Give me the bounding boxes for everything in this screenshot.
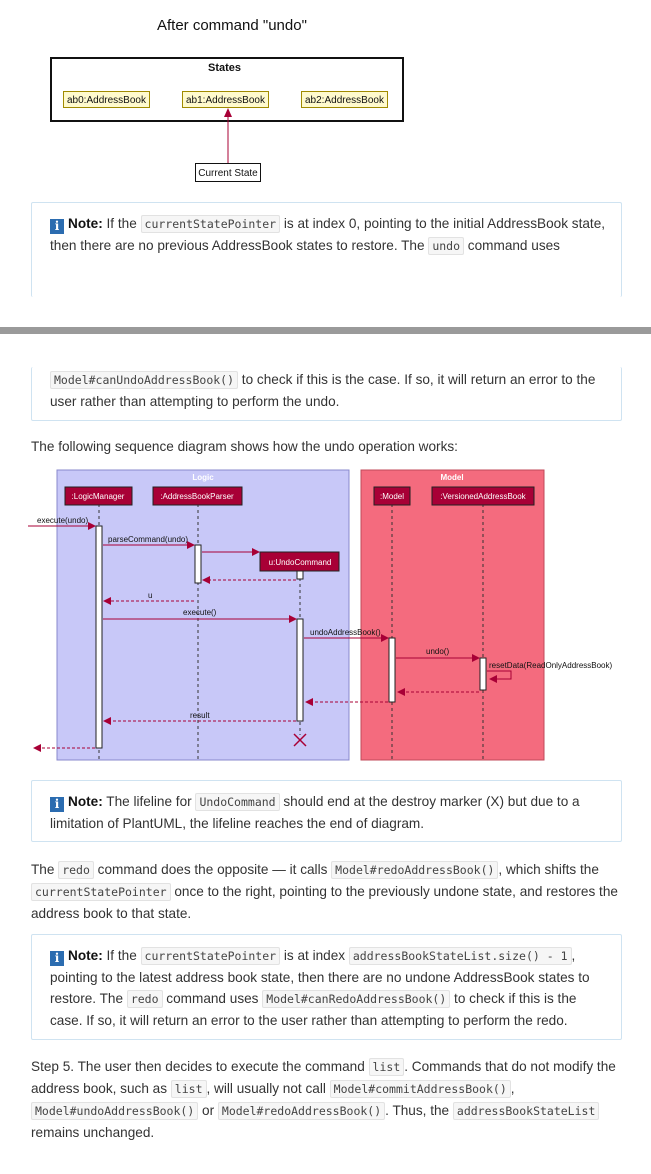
page-divider [0,327,651,334]
msg-undo-addressbook: undoAddressBook() [310,628,381,637]
svg-text::VersionedAddressBook: :VersionedAddressBook [440,492,526,501]
state-ab1: ab1:AddressBook [182,91,269,108]
current-state-box: Current State [195,163,261,182]
info-icon: i [50,219,64,234]
svg-text::AddressBookParser: :AddressBookParser [160,492,234,501]
msg-execute-undo: execute(undo) [37,516,89,525]
svg-text::LogicManager: :LogicManager [71,492,125,501]
msg-result: result [190,711,210,720]
info-icon: i [50,951,64,966]
model-group [361,470,544,760]
svg-text:u:UndoCommand: u:UndoCommand [268,558,332,567]
diagram-caption: After command "undo" [157,17,307,34]
step5-paragraph: Step 5. The user then decides to execute the command list . Commands that do not modify the address book, such as list , will usually not call Model#commitAddressBook() , Model#undoAddressBook() or Model#redoAddressBook() . Thus, the addressBookStateList remains unchanged. [31,1059,616,1140]
msg-undo: undo() [426,647,450,656]
svg-text::Model: :Model [379,492,405,501]
state-ab2: ab2:AddressBook [301,91,388,108]
msg-execute: execute() [183,608,217,617]
msg-resetdata: resetData(ReadOnlyAddressBook) [489,661,613,670]
sequence-diagram [0,460,651,765]
msg-parse: parseCommand(undo) [108,535,189,544]
sequence-intro: The following sequence diagram shows how the undo operation works: [31,439,458,454]
pointer-arrow [0,0,651,200]
note-label: Note: [68,216,103,231]
redo-paragraph: The redo command does the opposite — it calls Model#redoAddressBook() , which shifts the currentStatePointer once to the right, pointing to the previously undone state, and restores the address book to that state. [31,862,618,921]
states-title: States [208,62,242,74]
info-icon: i [50,797,64,812]
msg-u: u [148,591,153,600]
note-box-1: i Note: If the currentStatePointer is at index 0, pointing to the initial AddressBook state, then there are no previous AddressBook states to restore. The undo command uses [31,202,622,297]
model-title: Model [440,473,464,482]
state-ab0: ab0:AddressBook [63,91,150,108]
note-box-2: i Note: The lifeline for UndoCommand should end at the destroy marker (X) but due to a limitation of PlantUML, the lifeline reaches the end of diagram. [31,780,622,842]
logic-title: Logic [192,473,214,482]
note-box-3: i Note: If the currentStatePointer is at index addressBookStateList.size() - 1 , pointing to the latest address book state, then there are no undone AddressBook states to restore. The redo command uses Model#canRedoAddressBook() to check if this is the case. If so, it will return an error to the user rather than attempting to perform the redo. [31,934,622,1040]
note-box-1-continued: Model#canUndoAddressBook() to check if this is the case. If so, it will return an error to the user rather than attempting to perform the undo. [31,367,622,421]
